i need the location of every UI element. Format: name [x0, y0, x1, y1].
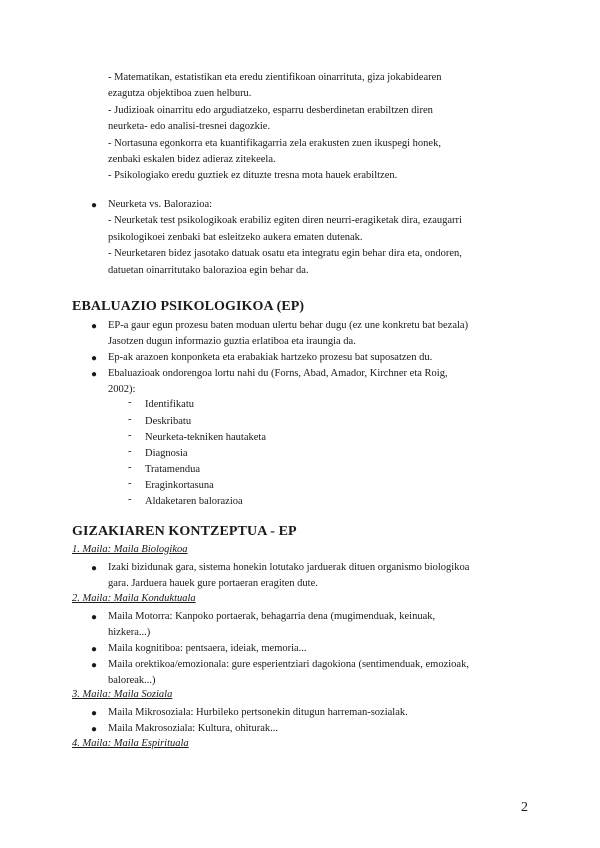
list-item: Aldaketaren balorazioa	[145, 496, 243, 507]
intro-line: - Psikologiako eredu guztiek ez dituzte tresna mota hauek erabiltzen.	[108, 170, 398, 182]
bullet-dot: ●	[91, 563, 98, 574]
maila-2-motorra	[108, 609, 435, 642]
maila-1-line: Izaki bizidunak gara, sistema honekin lotutako jarduerak dituen organismo biologikoa	[108, 562, 470, 573]
bullet-dot: ●	[91, 660, 98, 671]
bullet-dot: ●	[91, 200, 98, 211]
maila-2-title: 2. Maila: Maila Konduktuala	[72, 593, 196, 604]
page-number: 2	[521, 800, 528, 815]
list-item: Identifikatu	[145, 399, 194, 410]
maila-3-makro: Maila Makrosoziala: Kultura, ohiturak...	[108, 723, 278, 734]
bullet-dot: ●	[91, 612, 98, 623]
neurketa-line: psikologikoei zenbaki bat esleitzeko aukera ematen dutenak.	[108, 231, 363, 243]
neurketa-line: - Neurketak test psikologikoak erabiliz egiten diren neurri-eragiketak dira, ezaugarri	[108, 215, 462, 227]
ep-bullet-3-line: Ebaluazioak ondorengoa lortu nahi du (Forns, Abad, Amador, Kirchner eta Roig,	[108, 368, 448, 379]
intro-line: neurketa- edo analisi-tresnei dagozkie.	[108, 121, 271, 133]
maila-2-emozionala-line: Maila orektikoa/emozionala: gure esperientziari dagokiona (sentimenduak, emozioak,	[108, 659, 469, 670]
ep-bullet-2: Ep-ak arazoen konponketa eta erabakiak hartzeko prozesu bat suposatzen du.	[108, 352, 433, 363]
intro-line: - Nortasuna egonkorra eta kuantifikagarria zela erakusten zuen ikuspegi honek,	[108, 137, 441, 149]
intro-block	[108, 70, 442, 185]
ep-bullet-1-line: EP-a gaur egun prozesu baten moduan ulertu behar dugu (ez une konkretu bat bezala)	[108, 320, 469, 331]
list-item: Diagnosia	[145, 448, 188, 459]
dash-marker: -	[128, 414, 132, 425]
dash-marker: -	[128, 494, 132, 505]
bullet-dot: ●	[91, 644, 98, 655]
maila-4-title: 4. Maila: Maila Espirituala	[72, 738, 189, 749]
neurketa-line: datuetan oinarritutako balorazioa egin behar da.	[108, 264, 309, 276]
bullet-dot: ●	[91, 369, 98, 380]
maila-2-motorra-line: hizkera...)	[108, 627, 151, 639]
neurketa-title: Neurketa vs. Balorazioa:	[108, 199, 213, 210]
maila-2-emozionala	[108, 657, 469, 690]
dash-marker: -	[128, 478, 132, 489]
bullet-dot: ●	[91, 321, 98, 332]
ep-bullet-3	[108, 366, 448, 399]
dash-marker: -	[128, 397, 132, 408]
neurketa-line: - Neurketaren bidez jasotako datuak osatu eta integratu egin behar dira eta, ondoren,	[108, 248, 462, 260]
bullet-dot: ●	[91, 353, 98, 364]
maila-2-motorra-line: Maila Motorra: Kanpoko portaerak, behagarria dena (mugimenduak, keinuak,	[108, 611, 436, 622]
maila-1-line: gara. Jarduera hauek gure portaeran eragiten dute.	[108, 578, 318, 590]
dash-marker: -	[128, 446, 132, 457]
maila-2-kognitiboa: Maila kognitiboa: pentsaera, ideiak, memoria...	[108, 643, 307, 654]
list-item: Deskribatu	[145, 416, 192, 427]
ep-heading: EBALUAZIO PSIKOLOGIKOA (EP)	[72, 299, 305, 314]
intro-line: - Judizioak oinarritu edo argudiatzeko, esparru desberdinetan erabiltzen diren	[108, 104, 433, 116]
bullet-dot: ●	[91, 708, 98, 719]
intro-line: - Matematikan, estatistikan eta eredu zientifikoan oinarrituta, giza jokabidearen	[108, 72, 442, 83]
list-item: Neurketa-tekniken hautaketa	[145, 432, 266, 443]
intro-line: ezagutza objektiboa zuen helburu.	[108, 88, 252, 100]
dash-marker: -	[128, 462, 132, 473]
maila-2-emozionala-line: baloreak...)	[108, 675, 156, 687]
ep-bullet-1	[108, 318, 468, 351]
ep-bullet-3-line: 2002):	[108, 384, 136, 396]
maila-1-bullet	[108, 560, 469, 593]
bullet-dot: ●	[91, 724, 98, 735]
list-item: Eraginkortasuna	[145, 480, 214, 491]
dash-marker: -	[128, 430, 132, 441]
maila-3-mikro: Maila Mikrosoziala: Hurbileko pertsonekin ditugun harreman-sozialak.	[108, 707, 408, 718]
neurketa-block	[108, 197, 462, 279]
ep-bullet-1-line: Jasotzen dugun informazio guztia erlatiboa eta iraungia da.	[108, 336, 356, 348]
gizakia-heading: GIZAKIAREN KONTZEPTUA - EP	[72, 524, 297, 539]
maila-1-title: 1. Maila: Maila Biologikoa	[72, 544, 188, 555]
list-item: Tratamendua	[145, 464, 201, 475]
intro-line: zenbaki eskalen bidez adieraz zitekeela.	[108, 154, 276, 166]
maila-3-title: 3. Maila: Maila Soziala	[72, 689, 173, 700]
